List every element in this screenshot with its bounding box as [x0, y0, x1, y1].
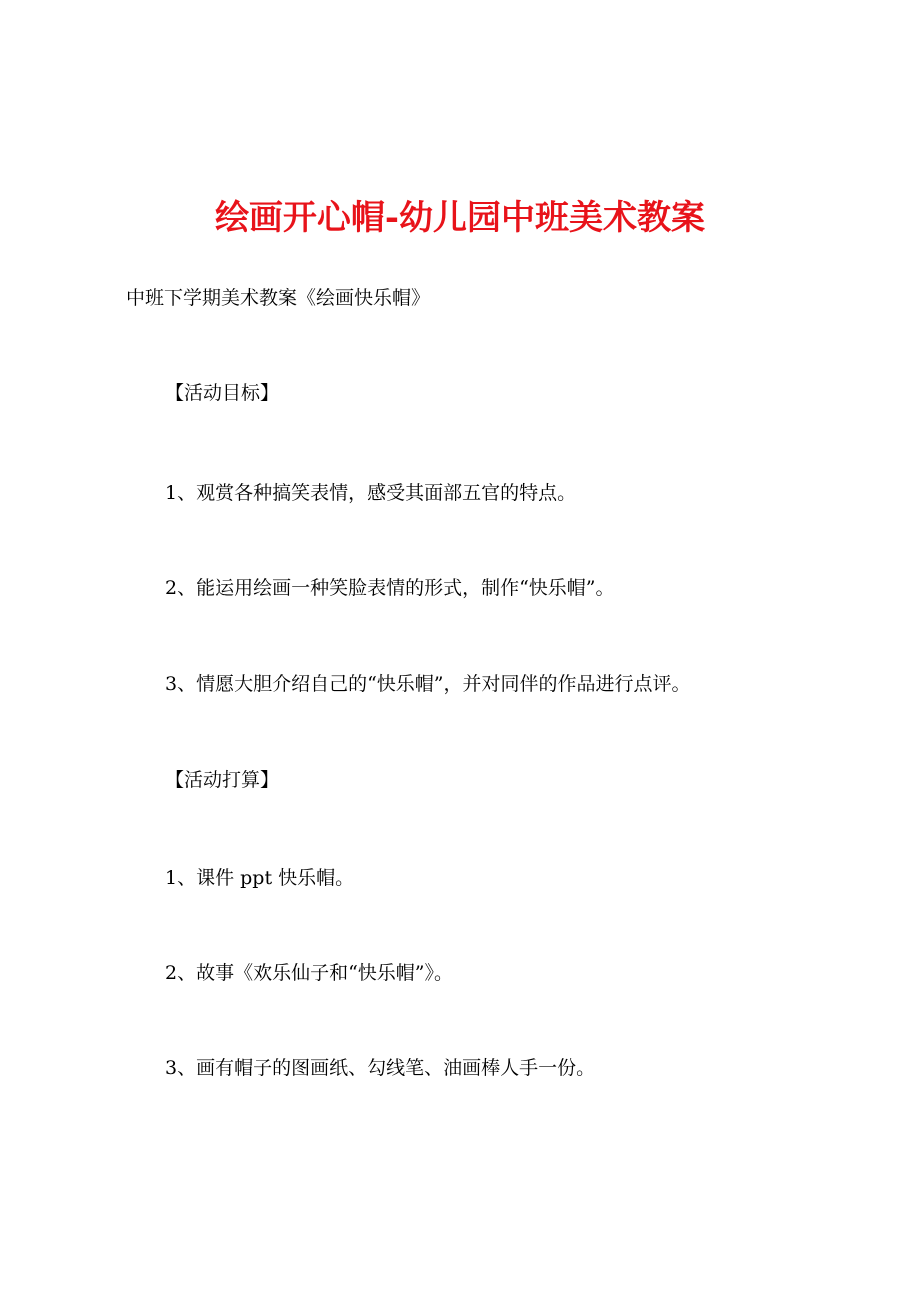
section-heading-goals: 【活动目标】 — [165, 382, 280, 404]
prep-item-3: 3、画有帽子的图画纸、勾线笔、油画棒人手一份。 — [165, 1057, 596, 1079]
section-heading-preparation: 【活动打算】 — [165, 769, 280, 791]
document-subtitle: 中班下学期美术教案《绘画快乐帽》 — [126, 287, 431, 309]
goal-item-3: 3、情愿大胆介绍自己的“快乐帽”，并对同伴的作品进行点评。 — [165, 673, 691, 695]
prep-item-2: 2、故事《欢乐仙子和“快乐帽”》。 — [165, 962, 454, 984]
goal-item-2: 2、能运用绘画一种笑脸表情的形式，制作“快乐帽”。 — [165, 577, 615, 599]
document-title: 绘画开心帽-幼儿园中班美术教案 — [214, 198, 706, 238]
goal-item-1: 1、观赏各种搞笑表情，感受其面部五官的特点。 — [165, 482, 577, 504]
prep-item-1: 1、课件 ppt 快乐帽。 — [165, 867, 355, 889]
